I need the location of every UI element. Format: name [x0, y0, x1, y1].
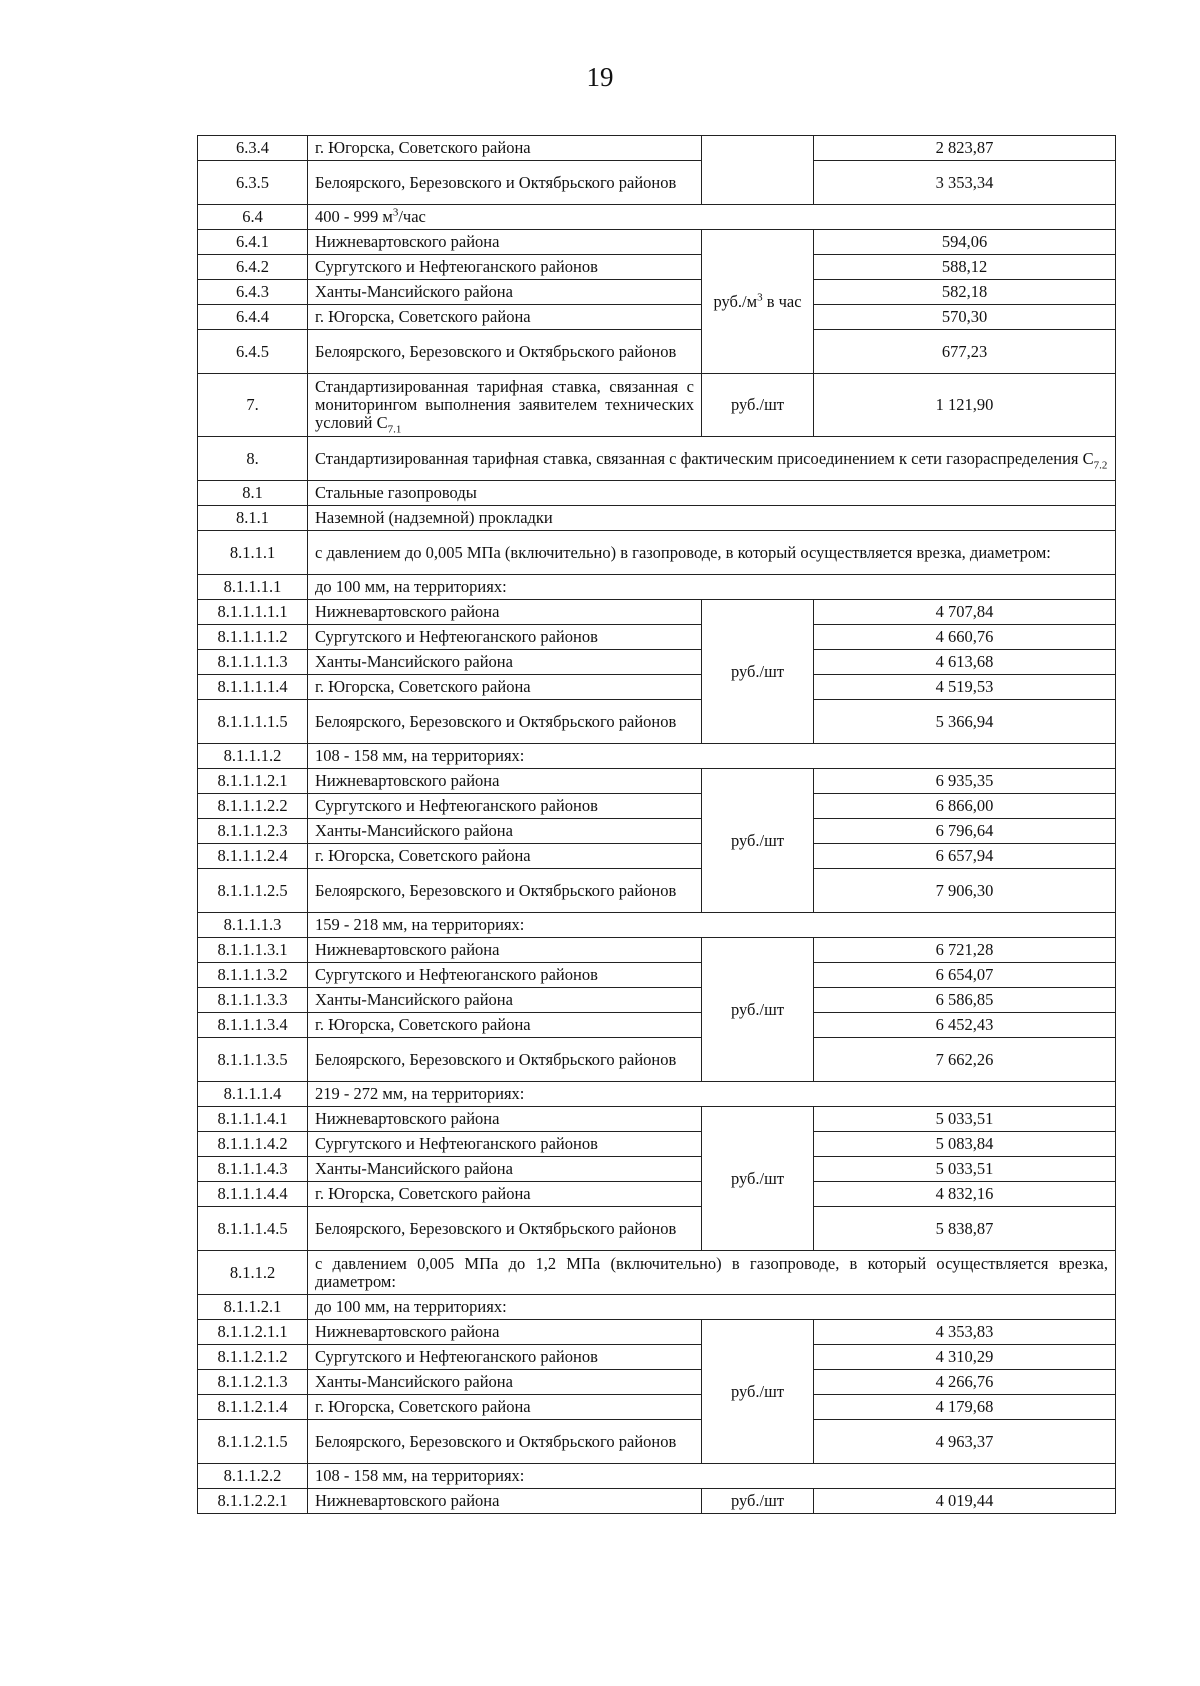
table-row: [198, 481, 1116, 506]
table-row: [198, 575, 1116, 600]
row-name: Нижневартовского района: [308, 230, 702, 255]
price-cell: 588,12: [814, 255, 1116, 280]
row-number: 8.1: [198, 481, 308, 506]
row-name: Нижневартовского района: [308, 769, 702, 794]
row-number: 8.1.1: [198, 506, 308, 531]
unit-cell: $руб./м^3$ в час: [702, 230, 814, 374]
row-number: 8.1.1.1.3.1: [198, 938, 308, 963]
table-row: [198, 1295, 1116, 1320]
row-number: 8.1.1.1.2.4: [198, 844, 308, 869]
table-row: [198, 136, 1116, 161]
page-number: 19: [586, 62, 614, 92]
price-cell: 4 353,83: [814, 1320, 1116, 1345]
table-row: [198, 819, 1116, 844]
row-number: 6.4.2: [198, 255, 308, 280]
table-row: [198, 161, 1116, 205]
price-cell: 4 019,44: [814, 1489, 1116, 1514]
table-row: [198, 1182, 1116, 1207]
row-number: 8.1.1.2.1.2: [198, 1345, 308, 1370]
row-number: 7.: [198, 374, 308, 437]
section-heading: Наземной (надземной) прокладки: [308, 506, 1116, 531]
row-name: Сургутского и Нефтеюганского районов: [308, 794, 702, 819]
row-number: 8.1.1.2.1: [198, 1295, 308, 1320]
row-name: Сургутского и Нефтеюганского районов: [308, 963, 702, 988]
row-number: 8.1.1.1.3.3: [198, 988, 308, 1013]
row-number: 8.1.1.2.1.5: [198, 1420, 308, 1464]
tariff-table: [197, 135, 1116, 1514]
section-heading: до 100 мм, на территориях:: [308, 1295, 1116, 1320]
price-cell: 6 935,35: [814, 769, 1116, 794]
row-number: 8.1.1.1.4: [198, 1082, 308, 1107]
table-row: [198, 675, 1116, 700]
price-cell: 6 452,43: [814, 1013, 1116, 1038]
price-cell: 1 121,90: [814, 374, 1116, 437]
row-name: Ханты-Мансийского района: [308, 988, 702, 1013]
price-cell: 6 654,07: [814, 963, 1116, 988]
row-name: Белоярского, Березовского и Октябрьского районов: [308, 1207, 702, 1251]
table-row: [198, 1489, 1116, 1514]
row-name: Стандартизированная тарифная ставка, связанная с мониторингом выполнения заявителем технических условий $С_{7.1}$: [308, 374, 702, 437]
table-row: [198, 330, 1116, 374]
table-row: [198, 230, 1116, 255]
price-cell: 582,18: [814, 280, 1116, 305]
row-number: 8.1.1.1.4.3: [198, 1157, 308, 1182]
row-name: Нижневартовского района: [308, 938, 702, 963]
row-number: 8.1.1.2.1.3: [198, 1370, 308, 1395]
unit-cell: руб./шт: [702, 938, 814, 1082]
row-number: 8.1.1.1.3: [198, 913, 308, 938]
section-heading: 108 - 158 мм, на территориях:: [308, 1464, 1116, 1489]
table-row: [198, 255, 1116, 280]
row-name: Ханты-Мансийского района: [308, 280, 702, 305]
table-row: [198, 744, 1116, 769]
row-name: г. Югорска, Советского района: [308, 1013, 702, 1038]
row-number: 8.1.1.1.4.2: [198, 1132, 308, 1157]
table-row: [198, 1320, 1116, 1345]
row-name: Сургутского и Нефтеюганского районов: [308, 255, 702, 280]
unit-cell: руб./шт: [702, 1489, 814, 1514]
price-cell: 3 353,34: [814, 161, 1116, 205]
price-cell: 4 963,37: [814, 1420, 1116, 1464]
table-row: [198, 650, 1116, 675]
table-row: [198, 506, 1116, 531]
price-cell: 7 662,26: [814, 1038, 1116, 1082]
row-number: 8.1.1.1.2.3: [198, 819, 308, 844]
unit-cell: [702, 136, 814, 205]
row-name: Нижневартовского района: [308, 1320, 702, 1345]
row-number: 8.1.1.1.4.4: [198, 1182, 308, 1207]
price-cell: 2 823,87: [814, 136, 1116, 161]
price-cell: 4 707,84: [814, 600, 1116, 625]
price-cell: 6 866,00: [814, 794, 1116, 819]
table-row: [198, 963, 1116, 988]
price-cell: 6 796,64: [814, 819, 1116, 844]
row-number: 8.1.1.1.3.5: [198, 1038, 308, 1082]
table-row: [198, 938, 1116, 963]
row-number: 8.1.1.1.2.1: [198, 769, 308, 794]
row-name: г. Югорска, Советского района: [308, 1395, 702, 1420]
row-number: 6.4.1: [198, 230, 308, 255]
table-row: [198, 1207, 1116, 1251]
price-cell: 677,23: [814, 330, 1116, 374]
row-name: Сургутского и Нефтеюганского районов: [308, 1345, 702, 1370]
row-name: Ханты-Мансийского района: [308, 1370, 702, 1395]
table-row: [198, 1013, 1116, 1038]
price-cell: 4 660,76: [814, 625, 1116, 650]
row-name: г. Югорска, Советского района: [308, 305, 702, 330]
section-heading: до 100 мм, на территориях:: [308, 575, 1116, 600]
price-cell: 5 033,51: [814, 1107, 1116, 1132]
row-number: 8.1.1.1.3.2: [198, 963, 308, 988]
unit-cell: руб./шт: [702, 600, 814, 744]
row-name: Белоярского, Березовского и Октябрьского районов: [308, 1420, 702, 1464]
row-name: Белоярского, Березовского и Октябрьского районов: [308, 700, 702, 744]
price-cell: 4 310,29: [814, 1345, 1116, 1370]
table-row: [198, 374, 1116, 437]
table-row: [198, 280, 1116, 305]
row-number: 8.1.1.1.1.5: [198, 700, 308, 744]
price-cell: 570,30: [814, 305, 1116, 330]
row-number: 8.1.1.1.1: [198, 575, 308, 600]
row-name: Ханты-Мансийского района: [308, 1157, 702, 1182]
table-row: [198, 1345, 1116, 1370]
price-cell: 4 266,76: [814, 1370, 1116, 1395]
row-number: 8.1.1.2.2: [198, 1464, 308, 1489]
row-number: 6.4: [198, 205, 308, 230]
row-number: 8.1.1.1.2.5: [198, 869, 308, 913]
row-number: 8.1.1.2.1.4: [198, 1395, 308, 1420]
row-name: Ханты-Мансийского района: [308, 650, 702, 675]
table-row: [198, 1420, 1116, 1464]
row-name: Белоярского, Березовского и Октябрьского районов: [308, 330, 702, 374]
row-number: 8.1.1.1.4.5: [198, 1207, 308, 1251]
section-heading: с давлением 0,005 МПа до 1,2 МПа (включительно) в газопроводе, в который осуществляется врезка, диаметром:: [308, 1251, 1116, 1295]
price-cell: 4 832,16: [814, 1182, 1116, 1207]
row-name: Ханты-Мансийского района: [308, 819, 702, 844]
row-number: 6.4.3: [198, 280, 308, 305]
table-row: [198, 1370, 1116, 1395]
section-heading: Стальные газопроводы: [308, 481, 1116, 506]
price-cell: 4 519,53: [814, 675, 1116, 700]
section-heading: 219 - 272 мм, на территориях:: [308, 1082, 1116, 1107]
row-number: 8.1.1.1: [198, 531, 308, 575]
row-name: Нижневартовского района: [308, 600, 702, 625]
table-row: [198, 1157, 1116, 1182]
price-cell: 6 586,85: [814, 988, 1116, 1013]
unit-cell: руб./шт: [702, 1320, 814, 1464]
price-cell: 5 033,51: [814, 1157, 1116, 1182]
table-row: [198, 700, 1116, 744]
table-row: [198, 531, 1116, 575]
row-name: Белоярского, Березовского и Октябрьского районов: [308, 161, 702, 205]
table-row: [198, 625, 1116, 650]
row-name: Белоярского, Березовского и Октябрьского районов: [308, 869, 702, 913]
row-name: г. Югорска, Советского района: [308, 844, 702, 869]
row-number: 8.1.1.1.4.1: [198, 1107, 308, 1132]
row-name: Сургутского и Нефтеюганского районов: [308, 625, 702, 650]
table-row: [198, 1082, 1116, 1107]
price-cell: 6 657,94: [814, 844, 1116, 869]
price-cell: 5 838,87: [814, 1207, 1116, 1251]
row-name: Нижневартовского района: [308, 1489, 702, 1514]
row-number: 8.1.1.2.1.1: [198, 1320, 308, 1345]
row-number: 6.3.4: [198, 136, 308, 161]
row-number: 8.1.1.1.1.2: [198, 625, 308, 650]
table-row: [198, 1107, 1116, 1132]
row-number: 8.1.1.2: [198, 1251, 308, 1295]
table-row: [198, 869, 1116, 913]
row-number: 8.1.1.1.2: [198, 744, 308, 769]
section-heading: 159 - 218 мм, на территориях:: [308, 913, 1116, 938]
unit-cell: руб./шт: [702, 374, 814, 437]
table-row: [198, 988, 1116, 1013]
price-cell: 7 906,30: [814, 869, 1116, 913]
row-number: 8.1.1.1.3.4: [198, 1013, 308, 1038]
price-cell: 5 083,84: [814, 1132, 1116, 1157]
row-number: 8.1.1.1.2.2: [198, 794, 308, 819]
row-name: Белоярского, Березовского и Октябрьского районов: [308, 1038, 702, 1082]
row-number: 8.1.1.1.1.4: [198, 675, 308, 700]
price-cell: 6 721,28: [814, 938, 1116, 963]
row-number: 8.1.1.1.1.1: [198, 600, 308, 625]
row-number: 6.4.5: [198, 330, 308, 374]
row-number: 8.1.1.2.2.1: [198, 1489, 308, 1514]
table-row: [198, 1038, 1116, 1082]
row-name: Сургутского и Нефтеюганского районов: [308, 1132, 702, 1157]
price-cell: 5 366,94: [814, 700, 1116, 744]
row-number: 6.4.4: [198, 305, 308, 330]
table-row: [198, 913, 1116, 938]
table-row: [198, 1395, 1116, 1420]
row-name: г. Югорска, Советского района: [308, 136, 702, 161]
unit-cell: руб./шт: [702, 769, 814, 913]
row-number: 8.1.1.1.1.3: [198, 650, 308, 675]
table-row: [198, 1251, 1116, 1295]
unit-cell: руб./шт: [702, 1107, 814, 1251]
table-row: [198, 437, 1116, 481]
section-heading: 108 - 158 мм, на территориях:: [308, 744, 1116, 769]
table-row: [198, 794, 1116, 819]
table-row: [198, 1132, 1116, 1157]
table-row: [198, 600, 1116, 625]
price-cell: 594,06: [814, 230, 1116, 255]
price-cell: 4 613,68: [814, 650, 1116, 675]
row-number: 6.3.5: [198, 161, 308, 205]
section-heading: 400 - 999 $м^3$/час: [308, 205, 1116, 230]
table-row: [198, 305, 1116, 330]
table-row: [198, 205, 1116, 230]
row-name: Нижневартовского района: [308, 1107, 702, 1132]
table-row: [198, 769, 1116, 794]
price-cell: 4 179,68: [814, 1395, 1116, 1420]
row-name: г. Югорска, Советского района: [308, 675, 702, 700]
row-name: г. Югорска, Советского района: [308, 1182, 702, 1207]
table-row: [198, 844, 1116, 869]
row-number: 8.: [198, 437, 308, 481]
table-row: [198, 1464, 1116, 1489]
section-heading: Стандартизированная тарифная ставка, связанная с фактическим присоединением к сети газораспределения $С_{7.2}$: [308, 437, 1116, 481]
section-heading: с давлением до 0,005 МПа (включительно) в газопроводе, в который осуществляется врезка, диаметром:: [308, 531, 1116, 575]
